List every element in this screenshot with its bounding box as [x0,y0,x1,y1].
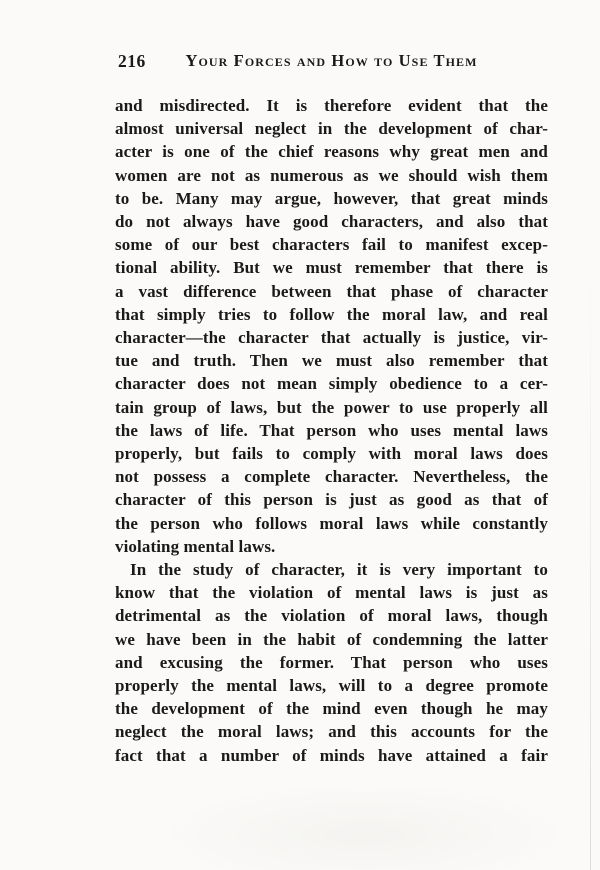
text-line: neglect the moral laws; and this accounts for the [115,722,548,742]
page-content [115,50,548,767]
text-line: the person who follows moral laws while constantly [115,513,548,533]
text-line: character of this person is just as good as that of [115,490,548,510]
text-line: and excusing the former. That person who uses [115,652,548,672]
text-line: character—the character that actually is justice, vir- [115,328,548,348]
running-header-title: Your Forces and How to Use Them [185,51,478,70]
scan-edge-artifact [590,260,591,870]
text-line: not possess a complete character. Nevertheless, the [115,467,548,487]
text-line: In the study of character, it is very important to [130,560,548,580]
text-line: we have been in the habit of condemning the latter [115,629,548,649]
text-line: properly, but fails to comply with moral laws does [115,444,548,464]
text-line: to be. Many may argue, however, that great minds [115,188,548,208]
text-line: tue and truth. Then we must also remember that [115,351,548,371]
text-line: tional ability. But we must remember that there is [115,258,548,278]
text-line: violating mental laws. [115,536,276,556]
page-header [115,50,548,72]
text-line: a vast difference between that phase of character [115,281,548,301]
text-line: the laws of life. That person who uses mental laws [115,420,548,440]
text-line: do not always have good characters, and also that [115,212,548,232]
text-line: tain group of laws, but the power to use properly all [115,397,548,417]
text-line: know that the violation of mental laws is just as [115,583,548,603]
text-line: fact that a number of minds have attained a fair [115,745,548,765]
text-line: properly the mental laws, will to a degree promote [115,676,548,696]
text-line: character does not mean simply obedience to a cer- [115,374,548,394]
text-line: that simply tries to follow the moral law, and real [115,304,548,324]
text-line: women are not as numerous as we should wish them [115,165,548,185]
text-line: and misdirected. It is therefore evident that the [115,96,548,115]
text-line: some of our best characters fail to manifest excep- [115,235,548,255]
text-line: acter is one of the chief reasons why great men and [115,142,548,162]
body-text [115,94,548,767]
text-line: the development of the mind even though he may [115,699,548,719]
text-line: almost universal neglect in the development of char- [115,119,548,139]
page-number: 216 [118,51,146,71]
scan-stain-artifact [150,780,580,870]
text-line: detrimental as the violation of moral laws, though [115,606,548,626]
